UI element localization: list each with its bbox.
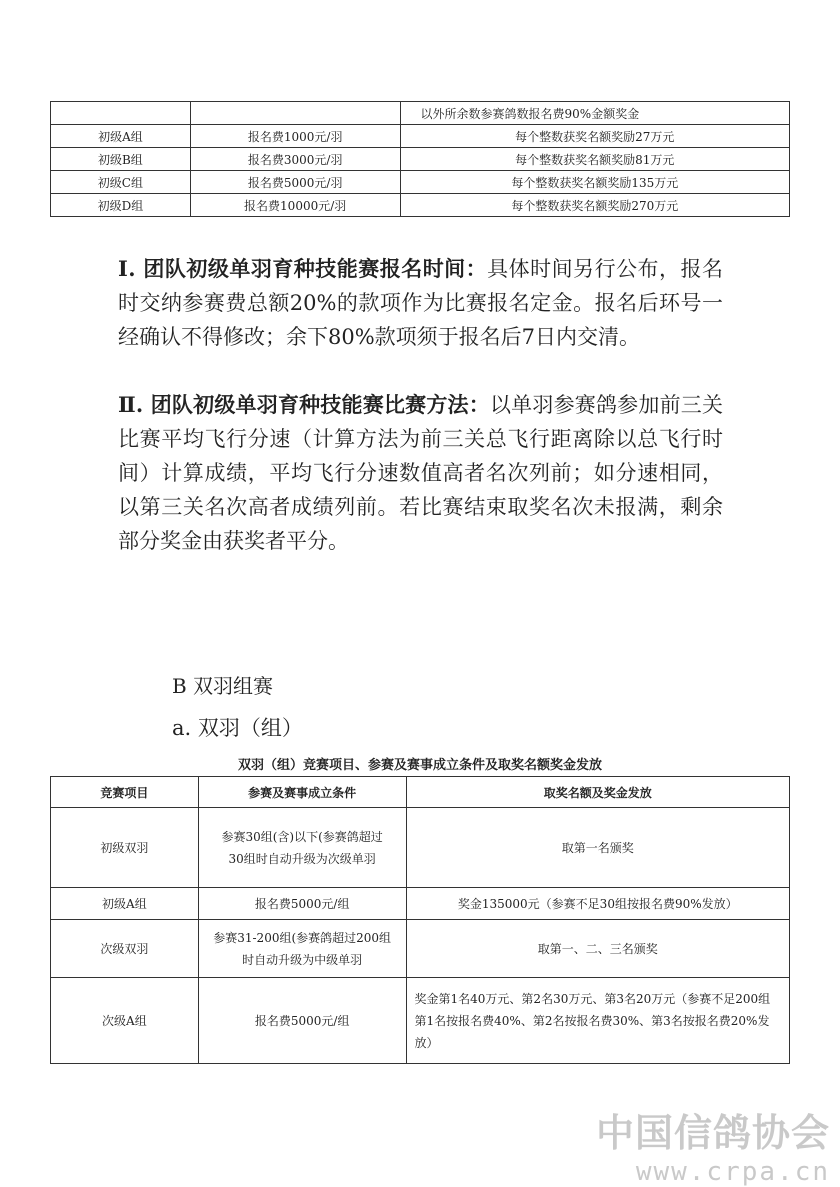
prize-table-double xyxy=(50,776,790,1064)
table-cell: 参赛30组(含)以下(参赛鸽超过30组时自动升级为次级单羽 xyxy=(198,808,406,888)
table-cell: 以外所余数参赛鸽数报名费90%金额奖金 xyxy=(400,102,789,125)
table-cell: 每个整数获奖名额奖励270万元 xyxy=(400,194,789,217)
table-cell: 每个整数获奖名额奖励27万元 xyxy=(400,125,789,148)
watermark-url: www.crpa.cn xyxy=(635,1157,830,1187)
column-header: 取奖名额及奖金发放 xyxy=(406,777,789,808)
table-row xyxy=(51,888,790,920)
table-cell: 初级D组 xyxy=(51,194,191,217)
table-row xyxy=(51,148,790,171)
registration-time-paragraph xyxy=(118,252,723,354)
table-cell: 初级C组 xyxy=(51,171,191,194)
paragraph-heading: Ⅱ. 团队初级单羽育种技能赛比赛方法： xyxy=(118,392,490,417)
table-header-row xyxy=(51,777,790,808)
table-cell: 报名费10000元/羽 xyxy=(190,194,400,217)
table-cell: 每个整数获奖名额奖励135万元 xyxy=(400,171,789,194)
paragraph-heading: Ⅰ. 团队初级单羽育种技能赛报名时间： xyxy=(118,256,488,281)
table-cell: 参赛31-200组(参赛鸽超过200组时自动升级为中级单羽 xyxy=(198,920,406,978)
table-cell: 取第一名颁奖 xyxy=(406,808,789,888)
table-cell: 报名费3000元/羽 xyxy=(190,148,400,171)
table-caption: 双羽（组）竞赛项目、参赛及赛事成立条件及取奖名额奖金发放 xyxy=(237,758,602,773)
table-cell xyxy=(51,102,191,125)
table-cell: 每个整数获奖名额奖励81万元 xyxy=(400,148,789,171)
table-cell: 报名费5000元/组 xyxy=(198,888,406,920)
paragraph-body: 具体时间另行公布，报名时交纳参赛费总额20%的款项作为比赛报名定金。报名后环号一经确认不得修改；余下80%款项须于报名后7日内交清。 xyxy=(118,257,723,349)
table-row xyxy=(51,102,790,125)
table-cell: 取第一、二、三名颁奖 xyxy=(406,920,789,978)
table-cell: 次级A组 xyxy=(51,978,199,1064)
prize-table-single xyxy=(50,101,790,217)
table-row xyxy=(51,978,790,1064)
paragraph-body: 以单羽参赛鸽参加前三关比赛平均飞行分速（计算方法为前三关总飞行距离除以总飞行时间）计算成绩，平均飞行分速数值高者名次列前；如分速相同，以第三关名次高者成绩列前。若比赛结束取奖名次未报满，剩余部分奖金由获奖者平分。 xyxy=(118,393,723,553)
watermark-title: 中国信鸽协会 xyxy=(595,1111,830,1155)
table-cell: 次级双羽 xyxy=(51,920,199,978)
watermark xyxy=(596,1102,830,1187)
subsection-heading: a. 双羽（组） xyxy=(172,716,303,740)
competition-method-paragraph xyxy=(118,388,723,558)
table-row xyxy=(51,125,790,148)
section-heading: B 双羽组赛 xyxy=(172,674,274,698)
table-cell: 报名费5000元/羽 xyxy=(190,171,400,194)
table-cell: 初级B组 xyxy=(51,148,191,171)
table-cell xyxy=(190,102,400,125)
table-cell: 报名费1000元/羽 xyxy=(190,125,400,148)
table-cell: 初级A组 xyxy=(51,125,191,148)
table-cell: 奖金第1名40万元、第2名30万元、第3名20万元（参赛不足200组第1名按报名费40%、第2名按报名费30%、第3名按报名费20%发放） xyxy=(406,978,789,1064)
column-header: 竞赛项目 xyxy=(51,777,199,808)
table-row xyxy=(51,920,790,978)
table-row xyxy=(51,194,790,217)
table-cell: 初级双羽 xyxy=(51,808,199,888)
table-cell: 初级A组 xyxy=(51,888,199,920)
table-row xyxy=(51,171,790,194)
table-cell: 报名费5000元/组 xyxy=(198,978,406,1064)
table-row xyxy=(51,808,790,888)
column-header: 参赛及赛事成立条件 xyxy=(198,777,406,808)
table-cell: 奖金135000元（参赛不足30组按报名费90%发放） xyxy=(406,888,789,920)
